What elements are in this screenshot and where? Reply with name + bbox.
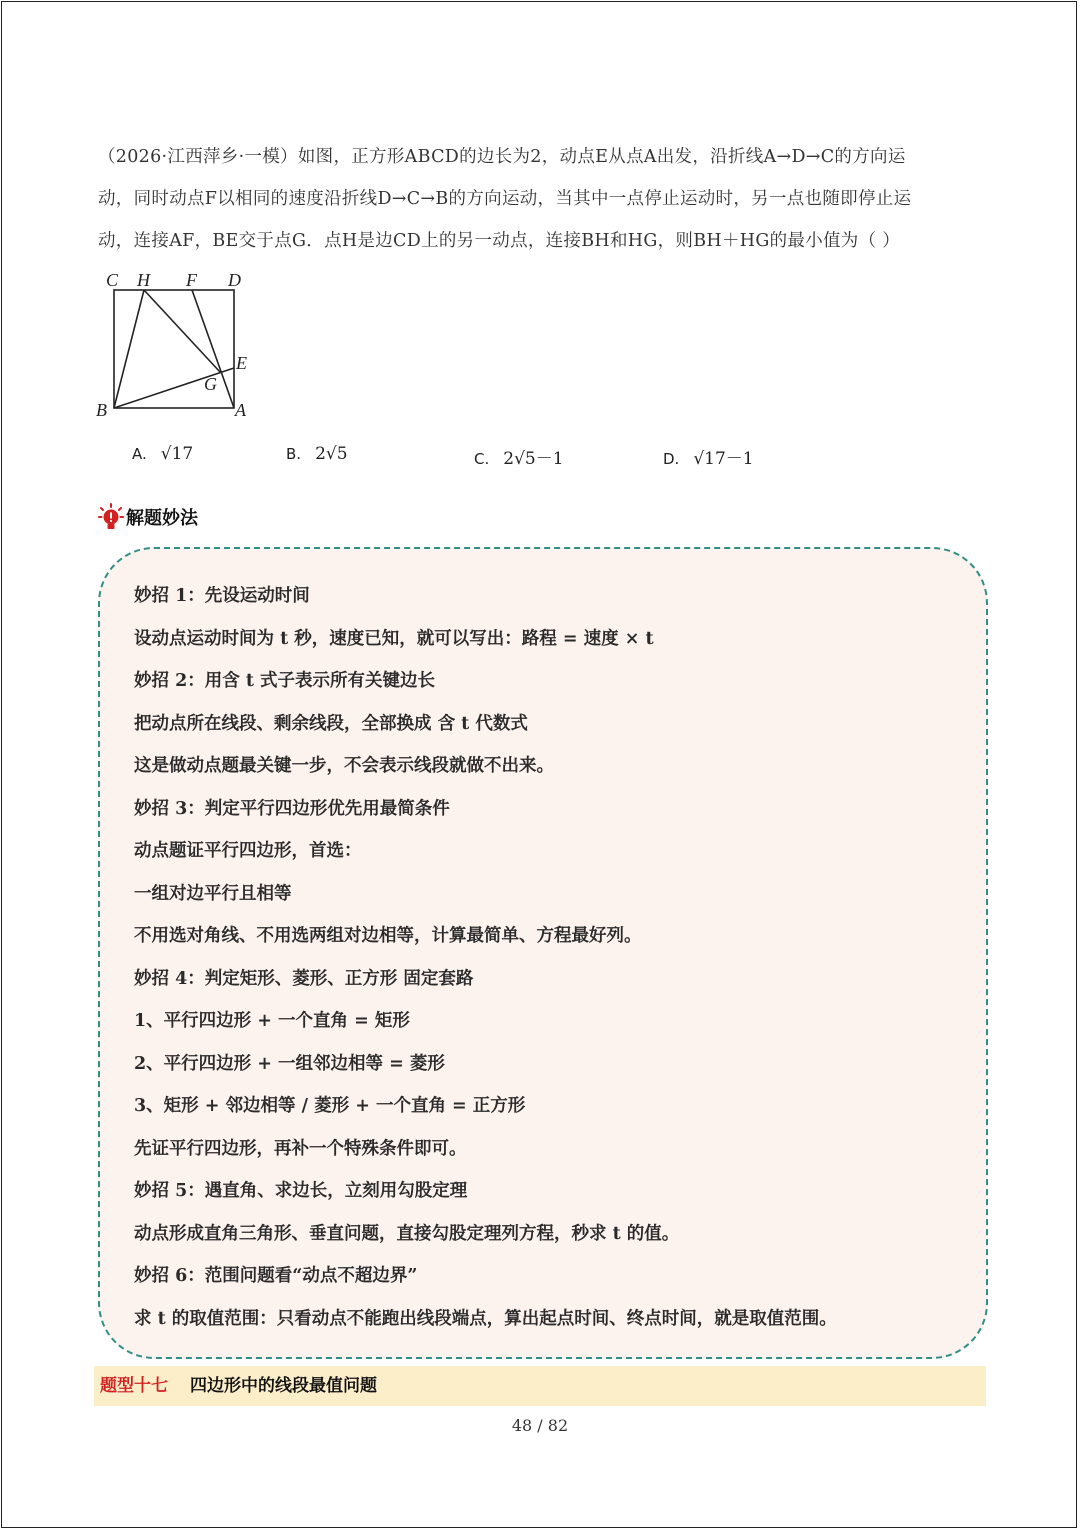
- option-c[interactable]: C. 2√5－1: [474, 449, 564, 469]
- label-e: E: [236, 353, 247, 373]
- option-d[interactable]: D. √17－1: [663, 449, 754, 469]
- tip-line: 妙招 3：判定平行四边形优先用最简条件: [134, 798, 450, 819]
- tip-line: 求 t 的取值范围：只看动点不能跑出线段端点，算出起点时间、终点时间，就是取值范围。: [134, 1308, 837, 1329]
- tip-line: 妙招 2：用含 t 式子表示所有关键边长: [134, 671, 436, 691]
- answer-options: [0, 444, 1080, 474]
- problem-statement: [98, 136, 988, 262]
- tip-line: 这是做动点题最关键一步，不会表示线段就做不出来。: [134, 756, 554, 776]
- segment-bh: [114, 290, 144, 408]
- tips-title-text: 解题妙法: [126, 508, 198, 529]
- page-number: 48 / 82: [511, 1416, 569, 1435]
- problem-line-1: （2026·江西萍乡·一模）如图，正方形ABCD的边长为2，动点E从点A出发，沿折线A→D→C的方向运: [98, 147, 906, 167]
- square-figure: [92, 266, 262, 426]
- lightbulb-icon: [98, 503, 124, 531]
- tip-line: 妙招 4：判定矩形、菱形、正方形 固定套路: [134, 968, 474, 989]
- tip-line: 动点形成直角三角形、垂直问题，直接勾股定理列方程，秒求 t 的值。: [134, 1223, 680, 1244]
- tip-line: 不用选对角线、不用选两组对边相等，计算最简单、方程最好列。: [134, 926, 642, 946]
- label-h: H: [137, 270, 150, 290]
- tips-heading: [98, 502, 198, 532]
- segment-hg: [144, 290, 220, 372]
- tip-line: 一组对边平行且相等: [134, 883, 292, 904]
- tip-line: 把动点所在线段、剩余线段，全部换成 含 t 代数式: [134, 713, 528, 734]
- tip-line: 设动点运动时间为 t 秒，速度已知，就可以写出：路程 = 速度 × t: [134, 628, 654, 649]
- section-header: [94, 1366, 986, 1406]
- label-f: F: [186, 270, 197, 290]
- tip-line: 2、平行四边形 + 一组邻边相等 = 菱形: [134, 1053, 445, 1074]
- tip-line: 1、平行四边形 + 一个直角 = 矩形: [134, 1011, 410, 1031]
- problem-line-2: 动，同时动点F以相同的速度沿折线D→C→B的方向运动，当其中一点停止运动时，另一点也随即停止运: [98, 189, 912, 209]
- label-d: D: [228, 270, 241, 290]
- option-a[interactable]: A. √17: [132, 444, 194, 464]
- option-b[interactable]: B. 2√5: [286, 444, 348, 464]
- tip-line: 妙招 6：范围问题看“动点不超边界”: [134, 1266, 418, 1286]
- label-b: B: [96, 400, 107, 420]
- problem-line-3: 动，连接AF，BE交于点G．点H是边CD上的另一动点，连接BH和HG，则BH＋HG的最小值为（ ）: [98, 231, 901, 251]
- section-number: 题型十七: [100, 1376, 168, 1396]
- tip-line: 动点题证平行四边形，首选：: [134, 841, 362, 861]
- section-title: 四边形中的线段最值问题: [190, 1376, 377, 1396]
- label-a: A: [235, 400, 246, 420]
- tip-line: 先证平行四边形，再补一个特殊条件即可。: [134, 1138, 467, 1159]
- tip-line: 妙招 5：遇直角、求边长，立刻用勾股定理: [134, 1181, 468, 1201]
- label-g: G: [204, 374, 217, 394]
- tip-line: 3、矩形 + 邻边相等 / 菱形 + 一个直角 = 正方形: [134, 1096, 526, 1116]
- tip-line: 妙招 1：先设运动时间: [134, 586, 310, 606]
- tips-content: [134, 575, 974, 1340]
- label-c: C: [106, 270, 119, 290]
